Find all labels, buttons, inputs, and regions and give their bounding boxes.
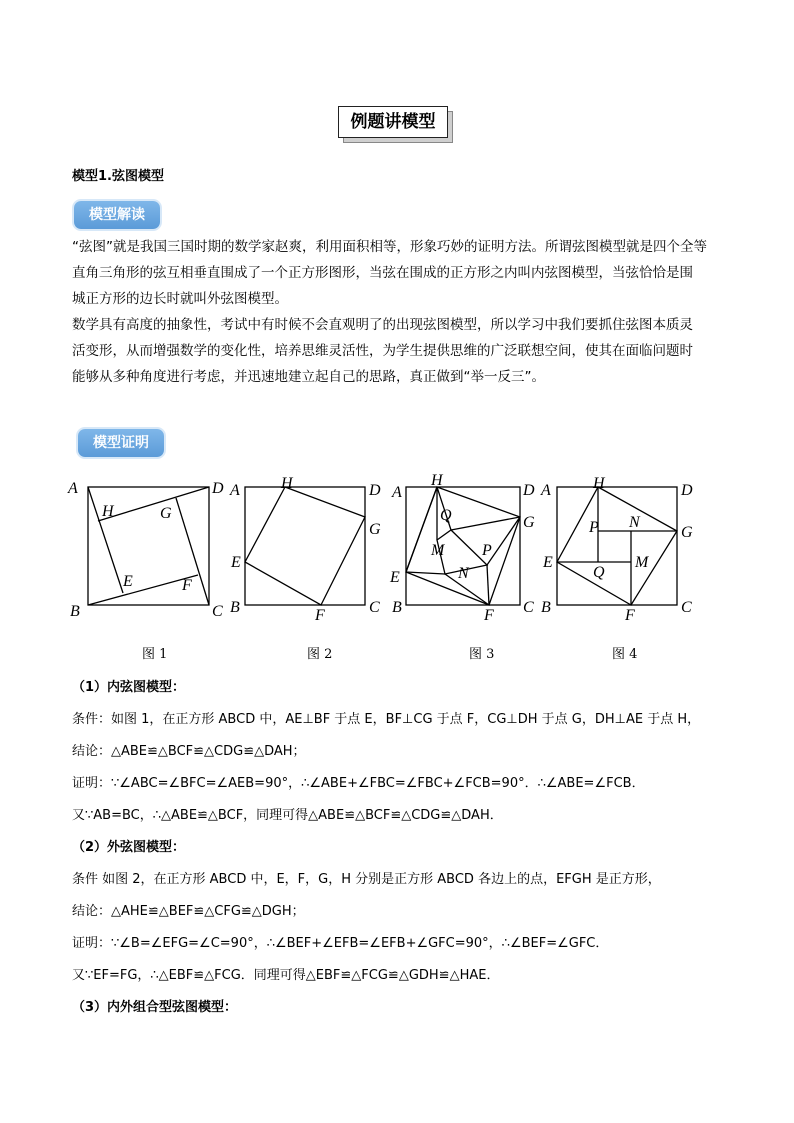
fig3-label: F <box>484 607 494 624</box>
fig2-label: H <box>281 475 293 492</box>
section1-proof: 证明：∵∠ABC=∠BFC=∠AEB=90°，∴∠ABE+∠FBC=∠FBC+∠FCB=90°．∴∠ABE=∠FCB． <box>72 776 645 791</box>
figures <box>60 468 740 638</box>
section2-proof: 证明：∵∠B=∠EFG=∠C=90°，∴∠BEF+∠EFB=∠EFB+∠GFC=90°，∴∠BEF=∠GFC． <box>72 936 609 951</box>
section3-heading: （3）内外组合型弦图模型： <box>72 1000 238 1015</box>
intro-line: 数学具有高度的抽象性，考试中有时候不会直观明了的出现弦图模型，所以学习中我们要抓住弦图本质灵 <box>72 317 693 333</box>
figure-caption: 图 1 <box>142 647 168 662</box>
intro-text <box>72 234 742 390</box>
fig1-label: F <box>182 577 192 594</box>
section2-condition: 条件 如图 2，在正方形 ABCD 中，E，F，G，H 分别是正方形 ABCD 各边上的点，EFGH 是正方形， <box>72 872 661 887</box>
fig4-label: F <box>625 607 635 624</box>
figure-caption: 图 4 <box>612 647 638 662</box>
fig4-label: E <box>543 554 553 571</box>
fig2-label: D <box>369 482 381 499</box>
section2-proof: 又∵EF=FG，∴△EBF≌△FCG．同理可得△EBF≌△FCG≌△GDH≌△HAE． <box>72 968 500 983</box>
fig3-label: M <box>431 542 445 559</box>
model-heading: 模型1.弦图模型 <box>72 169 164 184</box>
figure-3 <box>406 487 520 605</box>
figure-4 <box>557 487 677 605</box>
fig1-label: A <box>68 480 78 497</box>
fig3-label: P <box>482 542 492 559</box>
section1-heading: （1）内弦图模型： <box>72 680 186 695</box>
fig3-label: D <box>523 482 535 499</box>
fig1-label: H <box>102 503 114 520</box>
fig2-label: B <box>230 599 240 616</box>
intro-line: 城正方形的边长时就叫外弦图模型。 <box>72 291 288 307</box>
intro-line: 直角三角形的弦互相垂直围成了一个正方形图形，当弦在围成的正方形之内叫内弦图模型，当弦恰恰是围 <box>72 265 693 281</box>
fig4-label: C <box>681 599 692 616</box>
figure-caption: 图 3 <box>469 647 495 662</box>
section1-proof: 又∵AB=BC，∴△ABE≌△BCF，同理可得△ABE≌△BCF≌△CDG≌△DAH． <box>72 808 503 823</box>
intro-line: 活变形，从而增强数学的变化性，培养思维灵活性，为学生提供思维的广泛联想空间，使其在面临问题时 <box>72 343 693 359</box>
fig4-label: D <box>681 482 693 499</box>
fig3-label: A <box>392 484 402 501</box>
fig3-label: H <box>431 472 443 489</box>
section1-conclusion: 结论：△ABE≌△BCF≌△CDG≌△DAH； <box>72 744 306 759</box>
fig2-label: F <box>315 607 325 624</box>
section1-condition: 条件：如图 1，在正方形 ABCD 中，AE⊥BF 于点 E，BF⊥CG 于点 F，CG⊥DH 于点 G，DH⊥AE 于点 H， <box>72 712 701 727</box>
intro-line: 能够从多种角度进行考虑，并迅速地建立起自己的思路，真正做到“举一反三”。 <box>72 369 545 385</box>
fig1-label: B <box>70 603 80 620</box>
fig4-label: P <box>589 519 599 536</box>
fig4-label: H <box>593 475 605 492</box>
fig3-label: N <box>458 565 469 582</box>
fig2-label: A <box>230 482 240 499</box>
figure-caption: 图 2 <box>307 647 333 662</box>
fig1-label: E <box>123 573 133 590</box>
pill-model-explanation: 模型解读 <box>74 201 160 229</box>
fig3-label: E <box>390 569 400 586</box>
fig4-label: N <box>629 514 640 531</box>
fig4-label: B <box>541 599 551 616</box>
fig4-label: A <box>541 482 551 499</box>
fig3-label: B <box>392 599 402 616</box>
intro-line: “弦图”就是我国三国时期的数学家赵爽，利用面积相等，形象巧妙的证明方法。所谓弦图模型就是四个全等 <box>72 239 707 255</box>
fig3-label: G <box>523 514 535 531</box>
fig1-label: D <box>212 480 224 497</box>
fig2-label: E <box>231 554 241 571</box>
fig1-label: C <box>212 603 223 620</box>
fig4-label: G <box>681 524 693 541</box>
title-block <box>338 106 454 144</box>
section2-conclusion: 结论：△AHE≌△BEF≌△CFG≌△DGH； <box>72 904 305 919</box>
page-title: 例题讲模型 <box>338 106 448 138</box>
fig2-label: C <box>369 599 380 616</box>
fig3-label: C <box>523 599 534 616</box>
fig2-label: G <box>369 521 381 538</box>
section2-heading: （2）外弦图模型： <box>72 840 186 855</box>
fig4-label: Q <box>593 564 605 581</box>
fig3-label: Q <box>440 507 452 524</box>
fig1-label: G <box>160 505 172 522</box>
pill-model-proof: 模型证明 <box>78 429 164 457</box>
fig4-label: M <box>635 554 649 571</box>
figure-2 <box>245 487 365 605</box>
